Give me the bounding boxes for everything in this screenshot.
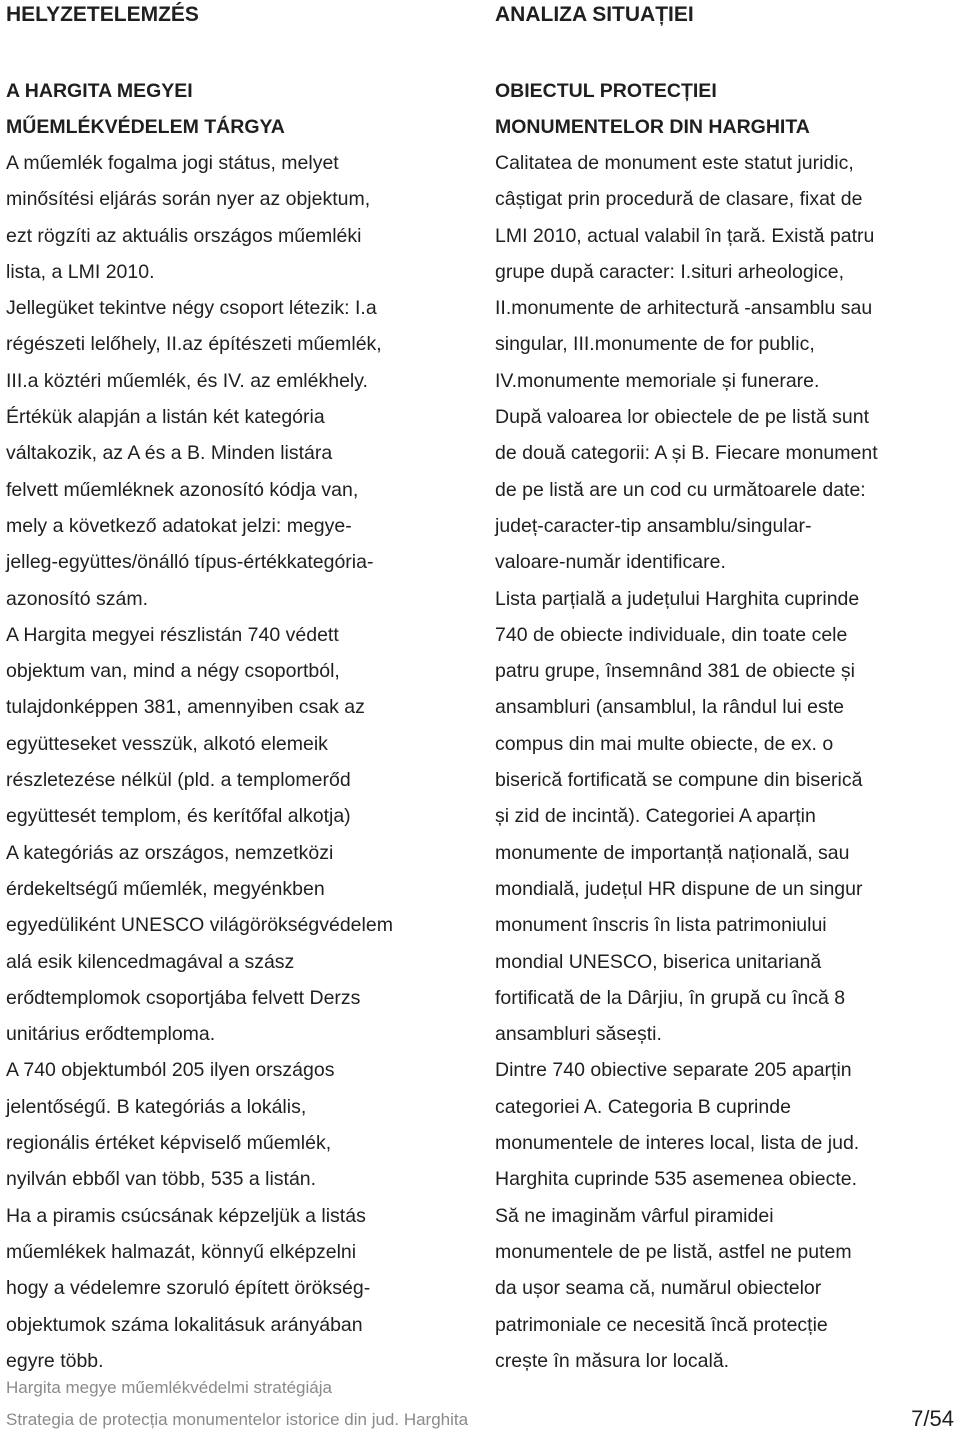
text-line: monumentele de pe listă, astfel ne putem — [495, 1240, 852, 1263]
text-line: crește în măsura lor locală. — [495, 1349, 730, 1372]
text-line: II.monumente de arhitectură -ansamblu sau — [495, 297, 873, 320]
text-line: câștigat prin procedură de clasare, fixat de — [495, 188, 863, 211]
text-line: Lista parțială a județului Harghita cuprinde — [495, 587, 860, 610]
romanian-column — [495, 0, 957, 1379]
text-line: A Hargita megyei részlistán 740 védett — [6, 623, 339, 646]
text-line: Harghita cuprinde 535 asemenea obiecte. — [495, 1168, 858, 1191]
text-line: grupe după caracter: I.situri arheologice, — [495, 260, 845, 283]
text-line: nyilván ebből van több, 535 a listán. — [6, 1168, 317, 1191]
text-line: A 740 objektumból 205 ilyen országos — [6, 1059, 335, 1082]
page-number: 7/54 — [911, 1406, 954, 1431]
text-line: együttesét templom, és kerítőfal alkotja) — [6, 805, 351, 828]
text-line: mondială, județul HR dispune de un singur — [495, 877, 863, 900]
text-line: și zid de incintă). Categoriei A aparțin — [495, 805, 816, 828]
text-line: hogy a védelemre szoruló épített örökség- — [6, 1277, 371, 1300]
text-line: de două categorii: A și B. Fiecare monument — [495, 442, 878, 465]
text-line: patru grupe, însemnând 381 de obiecte și — [495, 660, 855, 683]
subheading-hu-line-1: A HARGITA MEGYEI — [6, 80, 193, 102]
text-line: műemlékek halmazát, könnyű elképzelni — [6, 1240, 357, 1263]
text-line: III.a köztéri műemlék, és IV. az emlékhely. — [6, 369, 368, 392]
text-line: részletezése nélkül (pld. a templomerőd — [6, 769, 351, 792]
hungarian-column — [6, 0, 468, 1379]
text-line: objektum van, mind a négy csoportból, — [6, 660, 340, 683]
subheading-hu-line-2: MŰEMLÉKVÉDELEM TÁRGYA — [6, 116, 285, 138]
text-line: érdekeltségű műemlék, megyénkben — [6, 877, 325, 900]
text-line: categoriei A. Categoria B cuprinde — [495, 1095, 791, 1118]
text-line: monumentele de interes local, lista de jud. — [495, 1132, 860, 1155]
text-line: 740 de obiecte individuale, din toate cele — [495, 623, 848, 646]
text-line: mondial UNESCO, biserica unitariană — [495, 950, 822, 973]
text-line: egyre több. — [6, 1349, 104, 1372]
text-line: compus din mai multe obiecte, de ex. o — [495, 732, 834, 755]
text-line: Să ne imaginăm vârful piramidei — [495, 1204, 774, 1227]
text-line: együtteseket vesszük, alkotó elemeik — [6, 732, 328, 755]
text-line: váltakozik, az A és a B. Minden listára — [6, 442, 333, 465]
text-line: Dintre 740 obiective separate 205 aparțin — [495, 1059, 852, 1082]
text-line: de pe listă are un cod cu următoarele date: — [495, 478, 866, 501]
subheading-ro-line-1: OBIECTUL PROTECȚIEI — [495, 80, 717, 102]
text-line: singular, III.monumente de for public, — [495, 333, 815, 356]
text-line: lista, a LMI 2010. — [6, 260, 155, 283]
text-line: LMI 2010, actual valabil în țară. Există patru — [495, 224, 875, 247]
text-line: monument înscris în lista patrimoniului — [495, 914, 827, 937]
text-line: egyedüliként UNESCO világörökségvédelem — [6, 914, 393, 937]
text-line: fortificată de la Dârjiu, în grupă cu încă 8 — [495, 986, 846, 1009]
text-line: ezt rögzíti az aktuális országos műemléki — [6, 224, 362, 247]
text-line: A műemlék fogalma jogi státus, melyet — [6, 152, 339, 174]
text-line: Calitatea de monument este statut juridic, — [495, 152, 854, 174]
text-line: objektumok száma lokalitásuk arányában — [6, 1313, 363, 1336]
text-line: A kategóriás az országos, nemzetközi — [6, 841, 334, 864]
body-text-ro — [495, 145, 957, 1379]
text-line: După valoarea lor obiectele de pe listă sunt — [495, 406, 869, 429]
text-line: unitárius erődtemploma. — [6, 1023, 216, 1046]
text-line: da ușor seama că, numărul obiectelor — [495, 1277, 822, 1300]
text-line: azonosító szám. — [6, 587, 148, 610]
text-line: regionális értéket képviselő műemlék, — [6, 1132, 332, 1155]
text-line: minősítési eljárás során nyer az objektum, — [6, 188, 371, 211]
text-line: alá esik kilencedmagával a szász — [6, 950, 295, 973]
text-line: Értékük alapján a listán két kategória — [6, 406, 325, 429]
section-heading-hu: HELYZETELEMZÉS — [6, 3, 199, 26]
text-line: Ha a piramis csúcsának képzeljük a listás — [6, 1204, 366, 1227]
text-line: felvett műemléknek azonosító kódja van, — [6, 478, 359, 501]
text-line: patrimoniale ce necesită încă protecție — [495, 1313, 828, 1336]
text-line: Jellegüket tekintve négy csoport létezik: I.a — [6, 297, 377, 320]
text-line: régészeti lelőhely, II.az építészeti műemlék, — [6, 333, 382, 356]
text-line: tulajdonképpen 381, amennyiben csak az — [6, 696, 365, 719]
text-line: jelentőségű. B kategóriás a lokális, — [6, 1095, 307, 1118]
text-line: mely a következő adatokat jelzi: megye- — [6, 514, 352, 537]
body-text-hu — [6, 145, 468, 1379]
text-line: ansambluri săsești. — [495, 1023, 662, 1046]
footer-title-hu: Hargita megye műemlékvédelmi stratégiája — [6, 1378, 332, 1397]
section-heading-ro: ANALIZA SITUAȚIEI — [495, 3, 694, 26]
text-line: biserică fortificată se compune din biserică — [495, 769, 863, 792]
text-line: erődtemplomok csoportjába felvett Derzs — [6, 986, 361, 1009]
text-line: valoare-număr identificare. — [495, 551, 726, 574]
text-line: ansambluri (ansamblul, la rândul lui este — [495, 696, 845, 719]
text-line: jelleg-együttes/önálló típus-értékkategória- — [6, 551, 374, 574]
text-line: monumente de importanță națională, sau — [495, 841, 850, 864]
footer-title-ro: Strategia de protecția monumentelor istorice din jud. Harghita — [6, 1410, 469, 1429]
text-line: IV.monumente memoriale și funerare. — [495, 369, 820, 392]
text-line: județ-caracter-tip ansamblu/singular- — [495, 514, 812, 537]
subheading-ro-line-2: MONUMENTELOR DIN HARGHITA — [495, 116, 810, 138]
